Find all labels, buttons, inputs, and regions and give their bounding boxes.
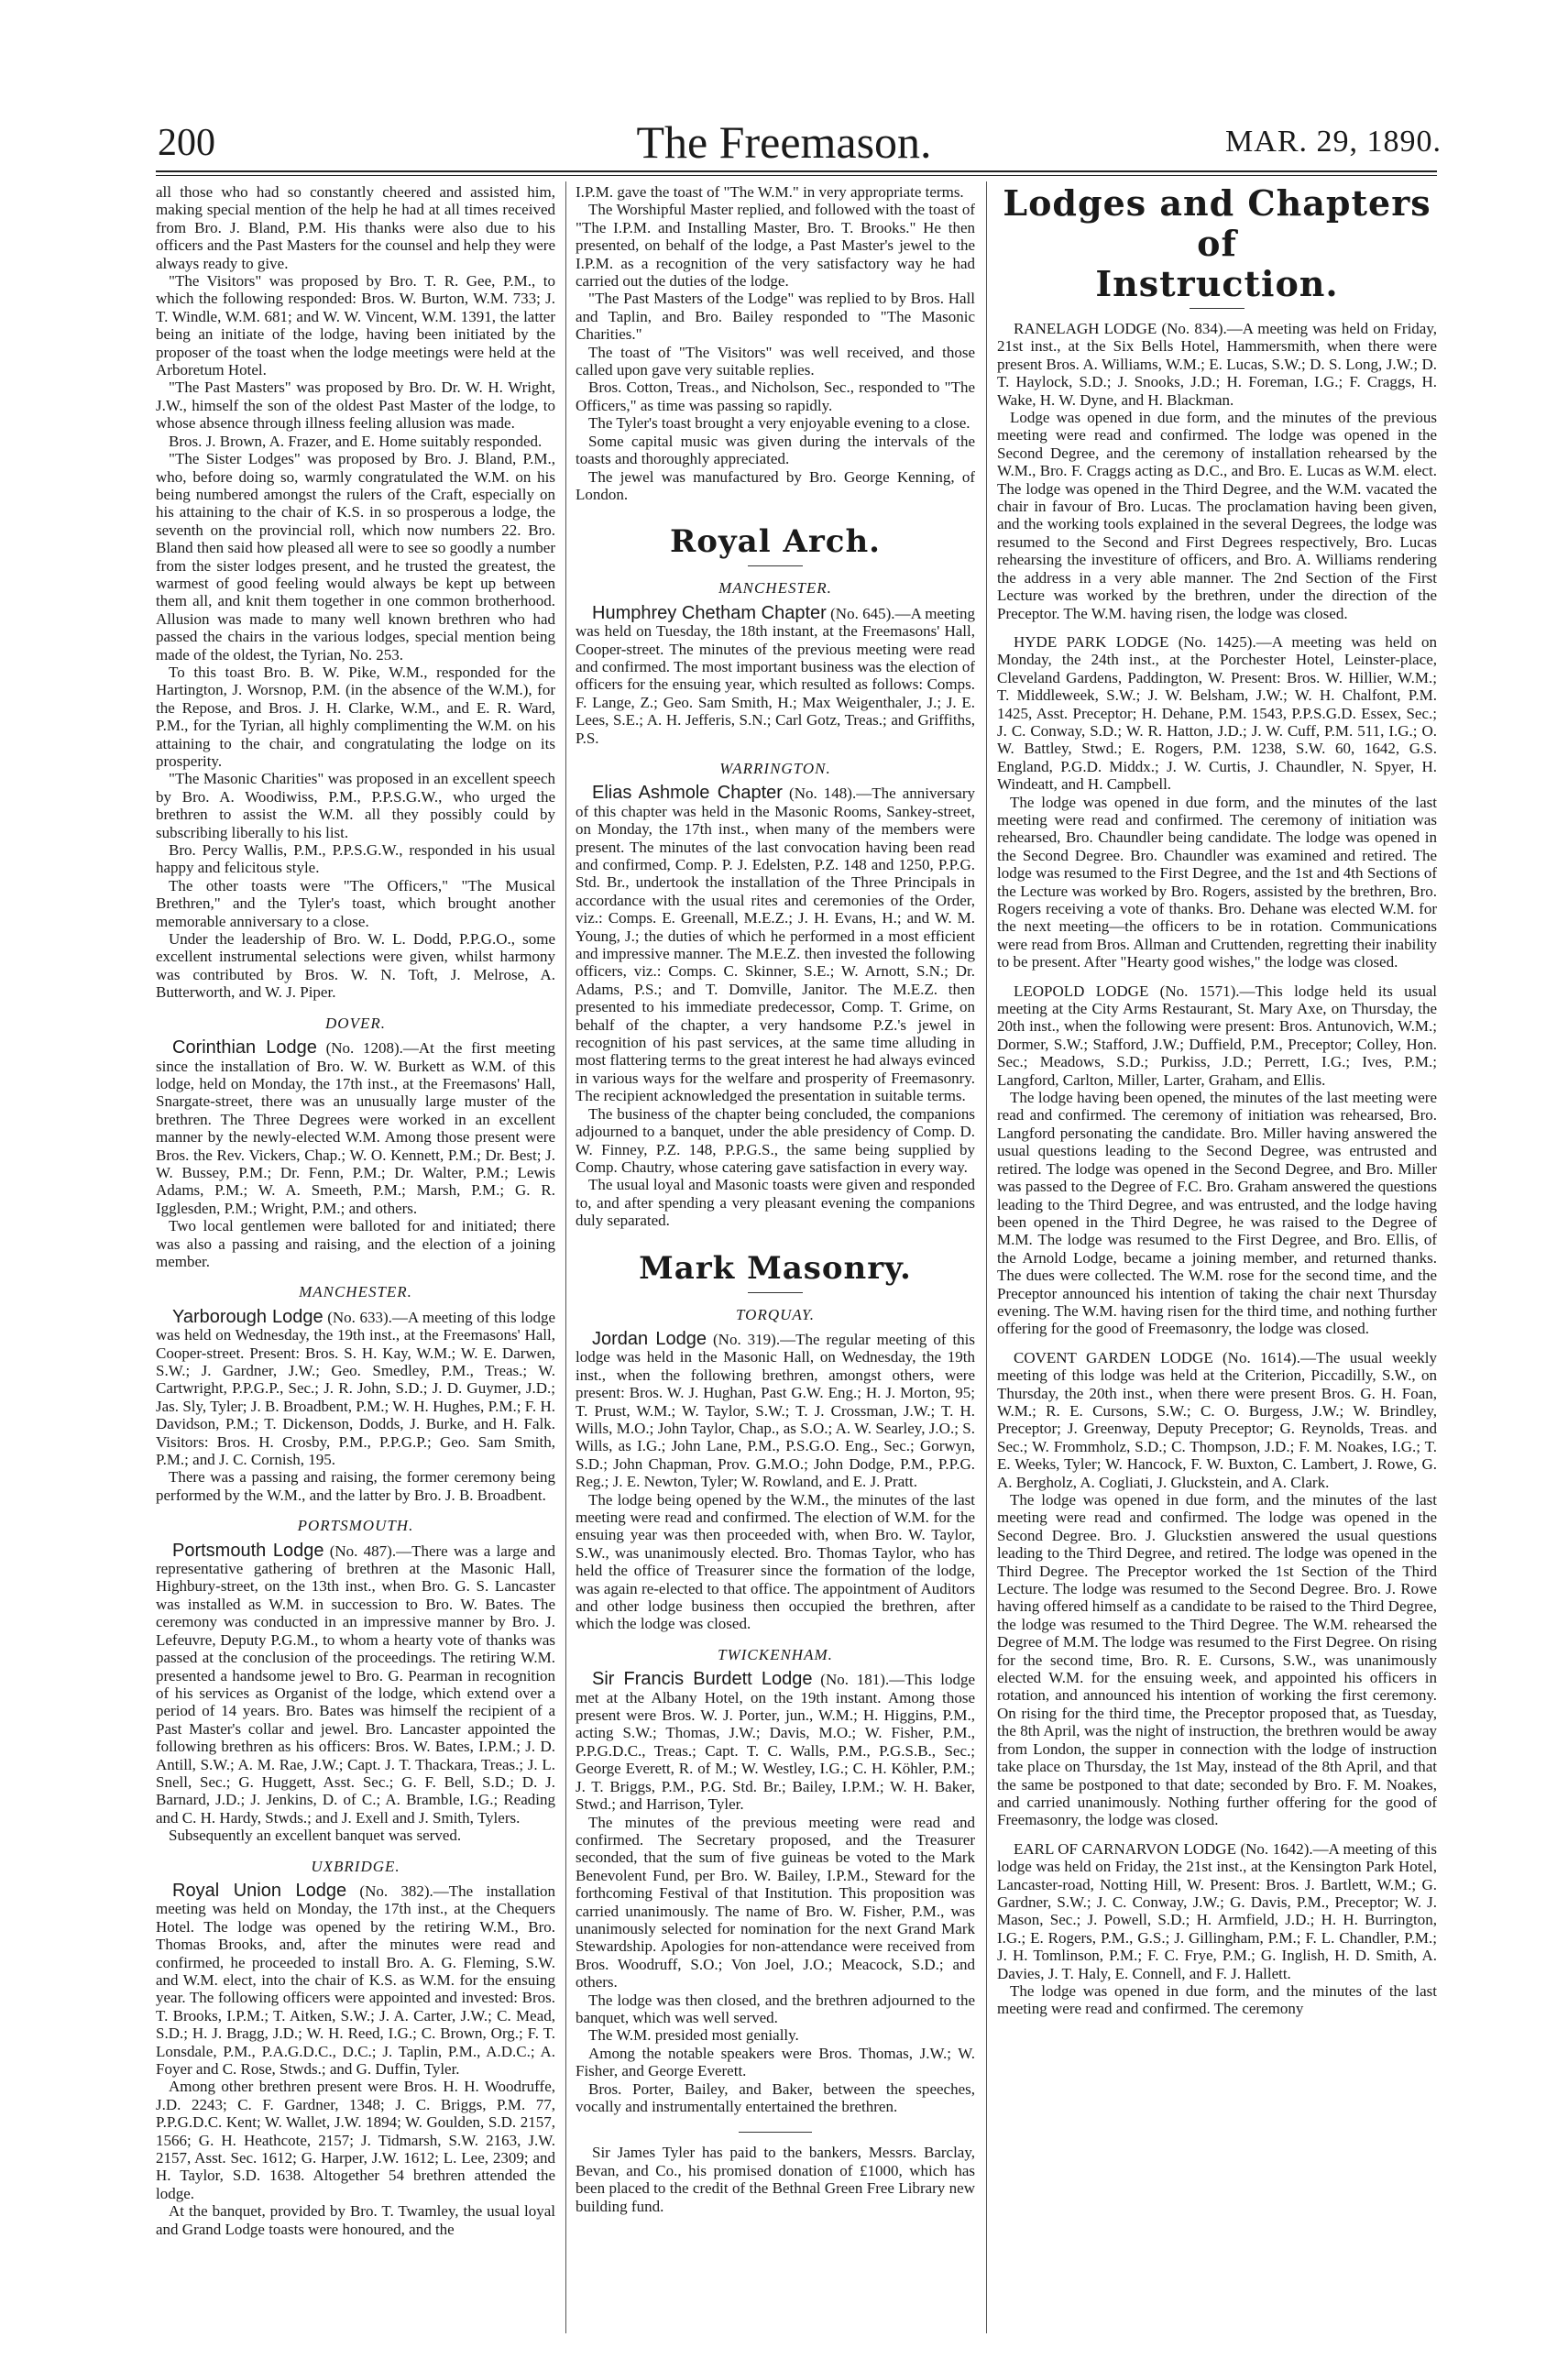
lodge-number: (No. 181). [820, 1671, 890, 1689]
paragraph: The W.M. presided most genially. [588, 2026, 799, 2045]
report-leopold [997, 982, 1437, 1338]
report-earl-of-carnarvon [997, 1840, 1437, 2018]
section-heading-mark-masonry: Mark Masonry. [639, 1249, 912, 1287]
paragraph: RANELAGH LODGE (No. 834).—A meeting was held on Friday, 21st inst., at the Six Bells Hotel, Hammersmith, when there were present Bros. A. Williams, W.M.; E. Lucas, S.W.; D. S. Long, J.W.; D. T. Haylock, S.D.; J. Snooks, J.D.; H. Foreman, I.G.; F. Craggs, H. Wake, H. W. Dyne, and H. Blackman. [997, 320, 1437, 409]
location-heading: MANCHESTER. [718, 579, 832, 598]
header-rule-thin [156, 175, 1437, 176]
report-twickenham [576, 1646, 975, 2116]
paragraph: —A meeting of this lodge was held on Wednesday, the 19th inst., at the Freemasons' Hall, Cooper-street. Present: Bros. S. H. Kay, W.M.; W. E. Darwen, S.W.; J. Gardner, J.W.; Geo. Smedley, P.M., Treas.; W. Cartwright, P.P.G.P., Sec.; J. R. John, S.D.; J. D. Guymer, J.D.; Jas. Sly, Tyler; J. B. Broadbent, P.M.; W. H. Hughes, P.M.; F. H. Davidson, P.M.; T. Dickenson, Dodds, J. Burke, and H. Falk. Visitors: Bros. H. Crosby, P.M., P.P.G.P.; Geo. Sam Smith, P.M.; and J. C. Cornish, 195. [156, 1308, 555, 1469]
report-uxbridge [156, 1858, 555, 2239]
lodge-number: (No. 382). [359, 1882, 433, 1900]
heading-line: Instruction. [1095, 263, 1339, 304]
paragraph: —At the first meeting since the installation of Bro. W. W. Burkett as W.M. of this lodge, held on Monday, the 17th inst., at the Freemasons' Hall, Snargate-street, there was an unusually large muster of the brethren. The Three Degrees were worked in an excellent manner by the newly-elected W.M. Among those present were Bros. the Rev. Vickers, Chap.; W. O. Kennett, P.M.; Dr. Best; J. W. Bussey, P.M.; Dr. Fenn, P.M.; Dr. Walter, P.M.; Lewis Adams, P.M.; W. A. Smeeth, P.M.; Marsh, P.M.; G. R. Igglesden, P.M.; Wright, P.M.; and others. [156, 1039, 555, 1217]
report-ranelagh [997, 320, 1437, 622]
paragraph: The lodge having been opened, the minutes of the last meeting were read and confirmed. The ceremony of initiation was rehearsed, Bro. Langford personating the candidate. Bro. Miller having answered the usual questions leading to the Second Degree, was entrusted and retired. The lodge was opened in the Second Degree, and Bro. Miller was passed to the Degree of F.C. Bro. Graham answered the questions leading to the Third Degree, and was entrusted, and the lodge having been opened in the Third Degree, he was raised to the Degree of M.M. The lodge was resumed to the First Degree, and Bro. Ellis, of the Arnold Lodge, became a joining member, and returned thanks. The dues were collected. The W.M. rose for the second time, and the Preceptor announced his intention of taking the chair next Thursday evening. The W.M. having risen for the third time, and nothing further offering for the good of Freemasonry, the lodge was closed. [997, 1089, 1437, 1338]
paragraph: The usual loyal and Masonic toasts were given and responded to, and after spending a very pleasant evening the companions duly separated. [576, 1176, 975, 1230]
paragraph: Among the notable speakers were Bros. Thomas, J.W.; W. Fisher, and George Everett. [576, 2044, 975, 2080]
lodge-name: Yarborough Lodge [172, 1306, 323, 1327]
report-hyde-park [997, 633, 1437, 971]
paragraph: "The Sister Lodges" was proposed by Bro. J. Bland, P.M., who, before doing so, warmly congratulated the W.M. on his being numbered amongst the rulers of the Craft, especially on his attaining to the chair of K.S. in so prosperous a lodge, the seventh on the provincial roll, which now numbers 22. Bro. Bland then said how pleased all were to see so goodly a number from the sister lodges present, and he trusted the greatest, the warmest of good feeling would always be kept up between them all, and knit them together in one common brotherhood. Allusion was made to many well known brethren who had passed the chairs in the various lodges, special mention being made of the oldest, the Tyrian, No. 253. [156, 450, 555, 664]
lodge-number: (No. 319). [713, 1330, 781, 1348]
paragraph: Among other brethren present were Bros. H. H. Woodruffe, J.D. 2243; C. F. Gardner, 1348; J. C. Briggs, P.M. 77, P.P.G.D.C. Kent; W. Wallet, J.W. 1894; W. Goulden, S.D. 2157, 1566; G. H. Heathcote, 2157; J. Tidmarsh, S.W. 2163, J.W. 2157, Asst. Sec. 1612; G. Harper, J.W. 1612; L. Lee, 2309; and H. Taylor, S.D. 1638. Altogether 54 brethren attended the lodge. [156, 2078, 555, 2202]
masthead [0, 0, 1568, 170]
lodge-name: Royal Union Lodge [172, 1880, 347, 1901]
paragraph: Some capital music was given during the intervals of the toasts and thoroughly appreciated. [576, 432, 975, 468]
lodge-number: (No. 1208). [325, 1039, 403, 1058]
separator-rule [739, 2132, 812, 2133]
paragraph: "The Past Masters of the Lodge" was replied to by Bros. Hall and Taplin, and Bro. Bailey responded to "The Masonic Charities." [576, 290, 975, 344]
report-torquay [576, 1306, 975, 1633]
lodge-name: Jordan Lodge [592, 1328, 707, 1349]
column-3 [997, 183, 1437, 2333]
paragraph: "The Masonic Charities" was proposed in an excellent speech by Bro. A. Woodiwiss, P.M., P.P.S.G.W., who urged the brethren to assist the W.M. all they possibly could by subscribing liberally to his list. [156, 770, 555, 841]
paragraph: EARL OF CARNARVON LODGE (No. 1642).—A meeting of this lodge was held on Friday, the 21st inst., at the Kensington Park Hotel, Lancaster-road, Notting Hill, W. Present: Bros. J. Bartlett, W.M.; G. Gardner, S.W.; J. C. Conway, J.W.; G. Davis, P.M., Preceptor; W. J. Mason, Sec.; J. Powell, S.D.; H. Armfield, J.D.; H. H. Burrington, I.G.; E. Rogers, P.M., G.S.; J. Gillingham, P.M.; F. L. Chandler, P.M.; J. H. Tomlinson, P.M.; F. C. Frye, P.M.; G. Inglish, H. D. Smith, A. Davies, J. T. Haly, E. Connell, and F. J. Hallett. [997, 1839, 1437, 1982]
report-manchester [156, 1283, 555, 1504]
news-note: Sir James Tyler has paid to the bankers, Messrs. Barclay, Bevan, and Co., his promised donation of £1000, which has been placed to the credit of the Bethnal Green Free Library new building fund. [576, 2144, 975, 2215]
paragraph: Two local gentlemen were balloted for and initiated; there was also a passing and raising, and the election of a joining member. [156, 1217, 555, 1270]
paragraph: The Worshipful Master replied, and followed with the toast of "The I.P.M. and Installing Master, Bro. T. Brooks." He then presented, on behalf of the lodge, a Past Master's jewel to the I.P.M. as a recognition of the very satisfactory way he had carried out the duties of the lodge. [576, 201, 975, 291]
paragraph: "The Past Masters" was proposed by Bro. Dr. W. H. Wright, J.W., himself the son of the oldest Past Master of the lodge, to whose absence through illness feeling allusion was made. [156, 379, 555, 433]
paragraph: The lodge was opened in due form, and the minutes of the last meeting were read and confirmed. The ceremony of initiation was rehearsed, Bro. Chaundler being candidate. The lodge was opened in the Second Degree. Bro. Chaundler was examined and retired. The lodge was resumed to the First Degree, and the 1st and 4th Sections of the Lecture was worked by Bro. Rogers, assisted by the brethren, Bro. Rogers receiving a vote of thanks. Bro. Dehane was elected W.M. for the next meeting—the officers to be in rotation. Communications were read from Bros. Allman and Cruttenden, regretting their inability to be present. After "Hearty good wishes," the lodge was closed. [997, 793, 1437, 971]
report-continuation [576, 183, 975, 503]
report-warrington-chapter [576, 760, 975, 1230]
location-heading: TORQUAY. [736, 1305, 815, 1323]
paragraph: I.P.M. gave the toast of "The W.M." in very appropriate terms. [576, 183, 964, 201]
location-heading: DOVER. [325, 1014, 386, 1032]
page-number: 200 [158, 122, 215, 164]
paragraph: Bro. Percy Wallis, P.M., P.P.S.G.W., responded in his usual happy and felicitous style. [156, 841, 555, 877]
paragraph: Bros. Cotton, Treas., and Nicholson, Sec., responded to "The Officers," as time was passing so rapidly. [576, 379, 975, 414]
issue-date: MAR. 29, 1890. [1225, 125, 1442, 159]
paragraph: The lodge was then closed, and the brethren adjourned to the banquet, which was well served. [576, 1991, 975, 2026]
paragraph: all those who had so constantly cheered and assisted him, making special mention of the help he had at all times received from Bro. J. Bland, P.M. His thanks were also due to his officers and the Past Masters for the counsel and help they were always ready to give. [156, 183, 555, 272]
lodge-name: Portsmouth Lodge [172, 1540, 324, 1561]
lodge-name: Sir Francis Burdett Lodge [592, 1669, 813, 1690]
paragraph: Under the leadership of Bro. W. L. Dodd, P.P.G.O., some excellent instrumental selections were given, whilst harmony was contributed by Bros. W. N. Toft, J. Melrose, A. Butterworth, and W. J. Piper. [156, 930, 555, 1002]
paragraph: The lodge was opened in due form, and the minutes of the last meeting were read and confirmed. The lodge was opened in the Second Degree. Bro. J. Gluckstien answered the usual questions leading to the Third Degree, and retired. The lodge was opened in the Third Degree. The Preceptor worked the 1st Section of the Third Lecture. The lodge was resumed to the Second Degree. Bro. J. Rowe having offered himself as a candidate to be raised to the Third Degree, the lodge was resumed to the Third Degree. The W.M. rehearsed the Degree of M.M. The lodge was resumed to the First Degree. On rising for the second time, Bro. R. E. Cursons, S.W., was unanimously elected W.M. for the ensuing week, and appointed his officers in rotation, and announced his intention of working the first ceremony. On rising for the third time, the Preceptor proposed that, as Tuesday, the 8th April, was the night of instruction, the brethren would be away from London, the supper in connection with the lodge of instruction take place on Thursday, the 1st May, instead of the 8th April, and that the same be postponed to that date; seconded by Bro. F. M. Noakes, and carried unanimously. Nothing further offering for the good of Freemasonry, the lodge was closed. [997, 1491, 1437, 1829]
paragraph: —This lodge met at the Albany Hotel, on the 19th instant. Among those present were Bros. W. J. Porter, jun., W.M.; H. Higgins, P.M., acting S.W.; Thomas, J.W.; Davis, M.O.; W. Fisher, P.M., P.P.G.D.C., Treas.; Capt. T. C. Walls, P.M., P.G.S.B., Sec.; George Everett, R. of M.; W. Westley, I.G.; C. H. Köhler, P.M.; J. T. Briggs, P.M., P.G. Std. Br.; Bailey, I.P.M.; W. H. Baker, Stwd.; and Harrison, Tyler. [576, 1671, 975, 1814]
location-heading: WARRINGTON. [719, 759, 831, 777]
location-heading: MANCHESTER. [299, 1283, 412, 1301]
heading-rule [748, 565, 803, 566]
paragraph: —A meeting was held on Tuesday, the 18th instant, at the Freemasons' Hall, Cooper-street. The minutes of the previous meeting were read and confirmed. The most important business was the election of officers for the ensuing year, which resulted as follows: Comps. F. Lange, Z.; Geo. Sam Smith, H.; Max Weigenthaler, J.; J. E. Lees, S.E.; A. H. Jefferis, S.N.; Carl Gotz, Treas.; and Griffiths, P.S. [576, 604, 975, 747]
column-divider [565, 181, 566, 2333]
paragraph: —The regular meeting of this lodge was held in the Masonic Hall, on Wednesday, the 19th inst., when the following brethren, amongst others, were present: Bros. W. J. Hughan, Past G.W. Eng.; H. J. Morton, 95; T. Prust, W.M.; W. Taylor, S.W.; T. J. Crossman, J.W.; T. H. Wills, M.O.; John Taylor, Chap., as S.O.; A. W. Searley, J.O.; S. Wills, as I.G.; John Lane, P.M., P.S.G.O. Eng., Sec.; Gorwyn, S.D.; John Chapman, Prov. G.M.O.; John Dodge, P.M., P.P.G. Reg.; J. E. Newton, Tyler; W. Rowland, and E. J. Pratt. [576, 1330, 975, 1491]
chapter-name: Elias Ashmole Chapter [592, 783, 783, 804]
paragraph: The other toasts were "The Officers," "The Musical Brethren," and the Tyler's toast, which brought another memorable anniversary to a close. [156, 876, 555, 930]
chapter-name: Humphrey Chetham Chapter [592, 602, 827, 623]
header-rule [156, 170, 1437, 172]
heading-rule [748, 1292, 803, 1293]
chapter-number: (No. 645). [830, 604, 895, 622]
column-1 [156, 183, 555, 2333]
paragraph: "The Visitors" was proposed by Bro. T. R. Gee, P.M., to which the following responded: Bros. W. Burton, W.M. 733; J. T. Windle, W.M. 681; and W. W. Vincent, W.M. 1391, the latter being an initiate of the lodge, having been initiated by the proposer of the toast when the lodge meetings were held at the Arboretum Hotel. [156, 272, 555, 379]
lodge-number: (No. 487). [329, 1542, 397, 1560]
heading-rule [1190, 308, 1245, 309]
paragraph: The toast of "The Visitors" was well received, and those called upon gave very suitable replies. [576, 343, 975, 379]
paragraph: Bros. J. Brown, A. Frazer, and E. Home suitably responded. [169, 432, 543, 450]
report-portsmouth [156, 1517, 555, 1844]
paragraph: Lodge was opened in due form, and the minutes of the previous meeting were read and confirmed. The lodge was opened in the Second Degree, and the ceremony of installation rehearsed by the W.M., Bro. F. Craggs acting as D.C., and Bro. E. Lucas as W.M. elect. The lodge was opened in the Third Degree, and the W.M. vacated the chair in favour of Bro. Lucas. The proclamation having been given, and the working tools explained in the several Degrees, the lodge was resumed to the Second and First Degrees respectively, Bro. Lucas rehearsing the investiture of officers, and Bro. A. Williams rendering the address in a very able manner. The 2nd Section of the First Lecture was worked by the brethren, under the direction of the Preceptor. The W.M. having risen, the lodge was closed. [997, 409, 1437, 622]
column-2 [576, 183, 975, 2333]
location-heading: PORTSMOUTH. [297, 1517, 414, 1535]
section-heading-royal-arch: Royal Arch. [669, 523, 882, 561]
column-divider [986, 181, 987, 2333]
report-continuation [156, 183, 555, 1002]
paragraph: The lodge being opened by the W.M., the minutes of the last meeting were read and confirmed. The election of W.M. for the ensuing year was then proceeded with, when Bro. W. Taylor, S.W., was unanimously elected. Bro. Thomas Taylor, who has held the office of Treasurer since the formation of the lodge, was again re-elected to that office. The appointment of Auditors and other lodge business then occupied the brethren, after which the lodge was closed. [576, 1490, 975, 1633]
paragraph: The minutes of the previous meeting were read and confirmed. The Secretary proposed, and the Treasurer seconded, that the sum of five guineas be voted to the Mark Benevolent Fund, per Bro. W. Bailey, I.P.M., Steward for the forthcoming Festival of that Institution. This proposition was carried unanimously. The name of Bro. W. Fisher, P.M., was unanimously selected for nomination for the next Grand Mark Stewardship. Apologies for non-attendance were received from Bros. Woodruff, S.O.; Von Joel, J.O.; Meacock, S.D.; and others. [576, 1813, 975, 1991]
report-covent-garden [997, 1349, 1437, 1829]
paragraph: There was a passing and raising, the former ceremony being performed by the W.M., and the latter by Bro. J. B. Broadbent. [156, 1468, 555, 1504]
paragraph: The Tyler's toast brought a very enjoyable evening to a close. [588, 414, 970, 433]
heading-line: Lodges and Chapters of [1003, 183, 1431, 264]
paragraph: —The installation meeting was held on Monday, the 17th inst., at the Chequers Hotel. The lodge was opened by the retiring W.M., Bro. Thomas Brooks, and, after the minutes were read and confirmed, he proceeded to install Bro. A. G. Fleming, S.W. and W.M. elect, into the chair of K.S. as W.M. for the ensuing year. The following officers were appointed and invested: Bros. T. Brooks, I.P.M.; T. Aitken, S.W.; J. A. Carter, J.W.; C. Mead, S.D.; H. J. Bragg, J.D.; W. H. Reed, I.G.; C. Brown, Org.; F. T. Lonsdale, P.M., P.A.G.D.C., D.C.; J. Taplin, P.M., A.D.C.; A. Foyer and C. Rose, Stwds.; and G. Duffin, Tyler. [156, 1882, 555, 2079]
paragraph: The lodge was opened in due form, and the minutes of the last meeting were read and confirmed. The ceremony [997, 1981, 1437, 2018]
location-heading: UXBRIDGE. [311, 1857, 400, 1875]
paragraph: At the banquet, provided by Bro. T. Twamley, the usual loyal and Grand Lodge toasts were honoured, and the [156, 2202, 555, 2238]
paragraph: HYDE PARK LODGE (No. 1425).—A meeting was held on Monday, the 24th inst., at the Porchester Hotel, Leinster-place, Cleveland Gardens, Paddington, W. Present: Bros. W. Hillier, W.M.; T. Middleweek, S.W.; J. W. Belsham, J.W.; W. H. Chalfont, P.M. 1425, Asst. Preceptor; H. Dehane, P.M. 1543, P.P.S.G.D. Essex, Sec.; J. C. Conway, S.D.; W. R. Hatton, J.D.; J. W. Cuff, P.M. 511, I.G.; O. W. Battley, Stwd.; E. Rogers, P.M. 1238, S.W. 60, 1642, G.S. England, P.G.D. Middx.; J. W. Curtis, J. Chaundler, N. Spyer, H. Windeatt, and H. Campbell. [997, 632, 1437, 794]
chapter-number: (No. 148). [789, 785, 857, 803]
section-heading-lodges-of-instruction [997, 183, 1437, 304]
location-heading: TWICKENHAM. [718, 1645, 833, 1663]
lodge-number: (No. 633). [327, 1308, 392, 1326]
paragraph: Subsequently an excellent banquet was served. [169, 1827, 462, 1845]
report-dover [156, 1015, 555, 1271]
paragraph: The business of the chapter being concluded, the companions adjourned to a banquet, under the able presidency of Comp. D. W. Finney, P.Z. 148, P.P.G.S., the same being supplied by Comp. Chautry, whose catering gave satisfaction in every way. [576, 1104, 975, 1176]
paragraph: To this toast Bro. B. W. Pike, W.M., responded for the Hartington, J. Worsnop, P.M. (in the absence of the W.M.), for the Repose, and Bros. J. H. Clarke, W.M., and E. R. Ward, P.M., for the Tyrian, all highly complimenting the W.M. on his attaining to the chair, and congratulating the lodge on its prosperity. [156, 663, 555, 770]
paragraph: COVENT GARDEN LODGE (No. 1614).—The usual weekly meeting of this lodge was held at the Criterion, Piccadilly, S.W., on Thursday, the 20th inst., when there were present Bros. G. H. Foan, W.M.; R. E. Cursons, S.W.; C. O. Burgess, J.W.; W. Brindley, Preceptor; J. Greenway, Deputy Preceptor; G. Reynolds, Treas. and Sec.; W. Frommholz, S.D.; C. Thompson, J.D.; F. M. Noakes, I.G.; T. E. Weeks, Tyler; W. Hancock, F. W. Buxton, C. Lambert, J. Rowe, G. A. Bergholz, A. Cogliati, J. Gluckstein, and A. Clark. [997, 1348, 1437, 1491]
report-manchester-chapter [576, 579, 975, 747]
paragraph: The jewel was manufactured by Bro. George Kenning, of London. [576, 467, 975, 503]
paragraph: Bros. Porter, Bailey, and Baker, between the speeches, vocally and instrumentally entertained the brethren. [576, 2079, 975, 2115]
paragraph: —The anniversary of this chapter was held in the Masonic Rooms, Sankey-street, on Monday, the 17th inst., when many of the members were present. The minutes of the last convocation having been read and confirmed, Comp. P. J. Edelsten, P.Z. 148 and 1250, P.P.G. Std. Br., undertook the installation of the Three Principals in accordance with the usual rites and ceremonies of the Order, viz.: Comps. E. Greenall, M.E.Z.; J. H. Evans, H.; and W. M. Young, J.; the duties of which he performed in a most efficient and impressive manner. The M.E.Z. then invested the following officers, viz.: Comps. C. Skinner, S.E.; W. Arnott, S.N.; Dr. Adams, P.S.; and T. Domville, Janitor. The M.E.Z. then presented to his immediate predecessor, Comp. T. Grime, on behalf of the chapter, a very handsome P.Z.'s jewel in recognition of his past services, at the same time alluding in most flattering terms to the great interest he had always evinced in various ways for the welfare and prosperity of Freemasonry. The recipient acknowledged the presentation in suitable terms. [576, 785, 975, 1105]
paragraph: LEOPOLD LODGE (No. 1571).—This lodge held its usual meeting at the City Arms Restaurant, St. Mary Axe, on Thursday, the 20th inst., when the following were present: Bros. Antunovich, W.M.; Dormer, S.W.; Stafford, J.W.; Duffield, P.M., Preceptor; Colley, Hon. Sec.; Meadows, S.D.; Purkiss, J.D.; Perrett, I.G.; Ives, P.M.; Langford, Carlton, Miller, Larter, Graham, and Ellis. [997, 982, 1437, 1089]
paragraph: —There was a large and representative gathering of brethren at the Masonic Hall, Highbury-street, on the 13th inst., when Bro. G. S. Lancaster was installed as W.M. in succession to Bro. W. Bates. The ceremony was conducted in an impressive manner by Bro. J. Lefeuvre, Deputy P.G.M., to whom a hearty vote of thanks was passed at the conclusion of the proceedings. The retiring W.M. presented a handsome jewel to Bro. G. Pearman in recognition of his services as Organist of the lodge, which extend over a period of 14 years. Bro. Bates was himself the recipient of a Past Master's collar and jewel. Bro. Lancaster appointed the following brethren as his officers: Bros. W. Bates, I.P.M.; J. D. Antill, S.W.; A. M. Rae, J.W.; Capt. J. T. Thackara, Treas.; J. L. Snell, Sec.; G. Huggett, Asst. Sec.; G. F. Bell, S.D.; D. J. Barnard, J.D.; J. Jenkins, D. of C.; A. Bramble, I.G.; Reading and C. H. Hardy, Stwds.; and J. Exell and J. Smith, Tylers. [156, 1542, 555, 1827]
lodge-name: Corinthian Lodge [172, 1037, 317, 1059]
newspaper-title: The Freemason. [636, 116, 932, 168]
